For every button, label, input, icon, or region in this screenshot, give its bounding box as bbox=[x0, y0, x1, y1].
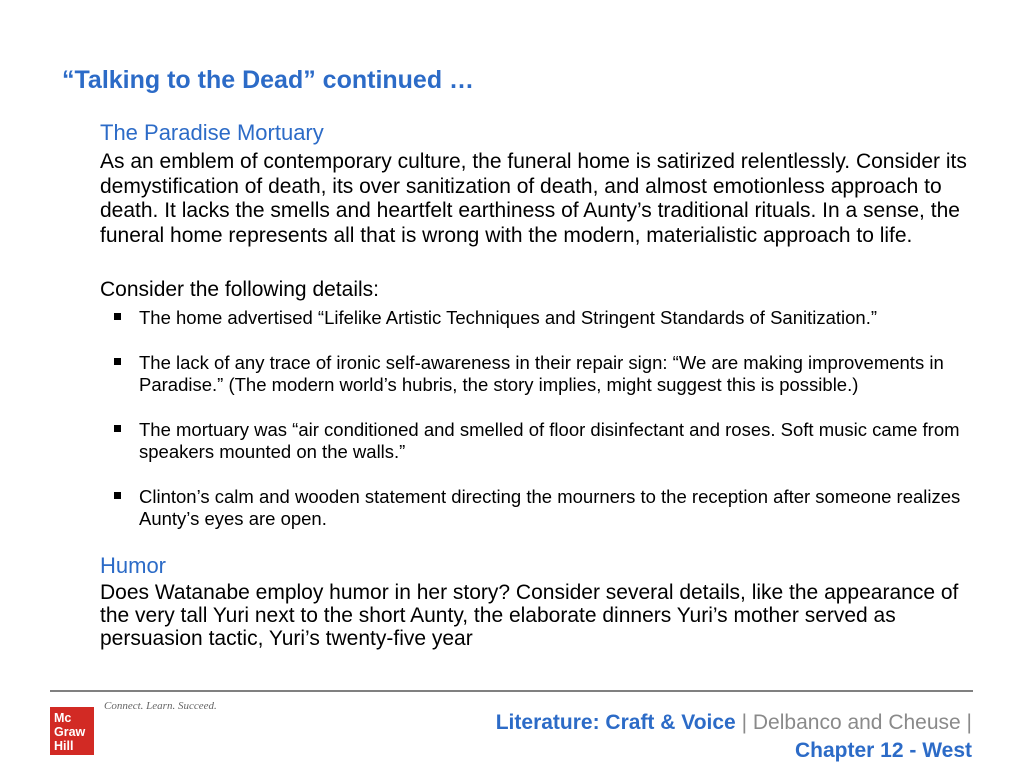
slide-title: “Talking to the Dead” continued … bbox=[62, 66, 475, 94]
mcgraw-hill-logo: Mc Graw Hill bbox=[50, 707, 94, 755]
list-item bbox=[100, 307, 980, 329]
list-item-text: The home advertised “Lifelike Artistic Techniques and Stringent Standards of Sanitization.” bbox=[139, 306, 878, 328]
square-bullet-icon bbox=[114, 425, 121, 432]
list-item bbox=[100, 419, 980, 463]
section-heading: The Paradise Mortuary bbox=[100, 120, 324, 145]
book-title: Literature: Craft & Voice bbox=[495, 711, 736, 734]
slide-content bbox=[100, 120, 980, 650]
list-item bbox=[100, 352, 980, 396]
footer-divider bbox=[50, 690, 973, 692]
details-list bbox=[100, 307, 980, 530]
square-bullet-icon bbox=[114, 492, 121, 499]
list-item bbox=[100, 486, 980, 530]
details-intro: Consider the following details: bbox=[100, 278, 379, 301]
logo-tagline: Connect. Learn. Succeed. bbox=[104, 700, 217, 712]
list-item-text: Clinton’s calm and wooden statement directing the mourners to the reception after someone realizes Aunty’s eyes are open. bbox=[139, 485, 961, 529]
list-item-text: The mortuary was “air conditioned and smelled of floor disinfectant and roses. Soft music came from speakers mounted on the walls.” bbox=[139, 418, 960, 462]
chapter-label: Chapter 12 - West bbox=[795, 739, 972, 762]
humor-heading: Humor bbox=[100, 552, 167, 578]
humor-paragraph: Does Watanabe employ humor in her story? Consider several details, like the appearance of the very tall Yuri next to the short Aunty, the elaborate dinners Yuri’s mother served as persuasion tactic, Yuri’s twenty-five year bbox=[100, 580, 959, 650]
intro-paragraph: As an emblem of contemporary culture, the funeral home is satirized relentlessly. Consider its demystification of death, its over sanitization of death, and almost emotionless approach to death. It lacks the smells and heartfelt earthiness of Aunty’s traditional rituals. In a sense, the funeral home represents all that is wrong with the modern, materialistic approach to life. bbox=[100, 150, 967, 247]
list-item-text: The lack of any trace of ironic self-awareness in their repair sign: “We are making improvements in Paradise.” (The modern world’s hubris, the story implies, might suggest this is possible.) bbox=[139, 351, 944, 395]
book-authors: Delbanco and Cheuse | bbox=[752, 711, 972, 734]
footer-separator: | bbox=[741, 711, 748, 734]
footer-citation bbox=[496, 710, 972, 736]
square-bullet-icon bbox=[114, 358, 121, 365]
square-bullet-icon bbox=[114, 313, 121, 320]
